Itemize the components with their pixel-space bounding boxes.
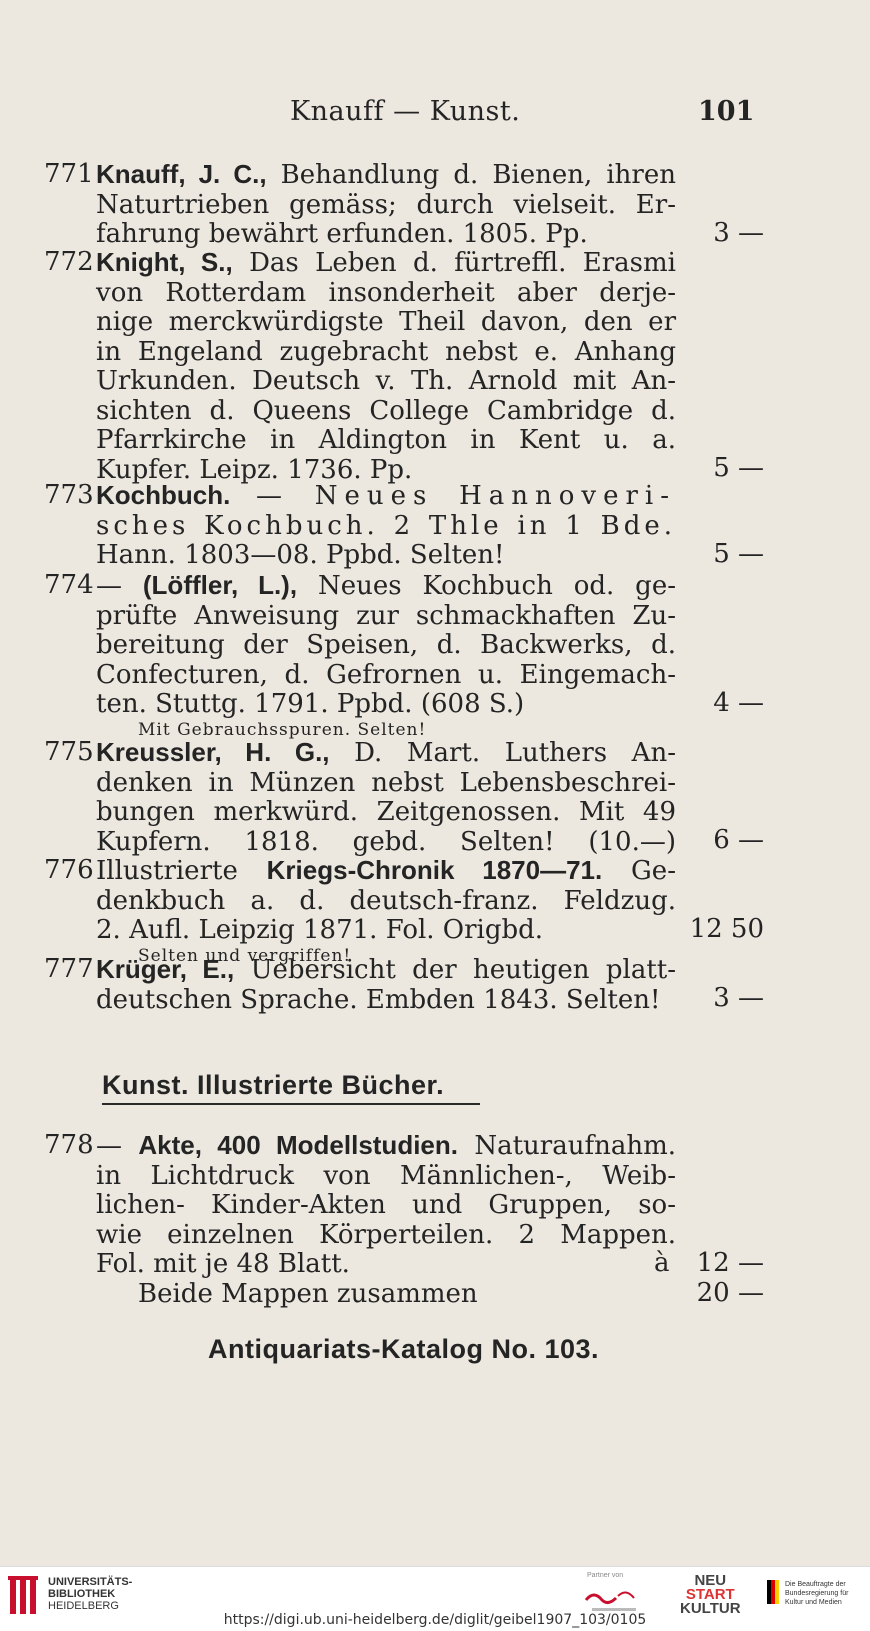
entry-note: Mit Gebrauchsspuren. Selten! — [138, 719, 427, 740]
entry-line: in Engeland zugebracht nebst e. Anhang — [96, 336, 676, 367]
entry-price: 4 — — [713, 688, 764, 718]
entry-line: Naturtrieben gemäss; durch vielseit. Er- — [96, 189, 676, 220]
entry-line: — Akte, 400 Modellstudien. Naturaufnahm. — [96, 1130, 677, 1161]
entry-line: Kupfer. Leipz. 1736. Pp. — [96, 454, 413, 485]
entry-line: 2. Aufl. Leipzig 1871. Fol. Origbd. — [96, 915, 544, 945]
entry-line: Pfarrkirche in Aldington in Kent u. a. — [96, 425, 676, 455]
entry-number: 777 — [44, 954, 94, 984]
entry-author: Knight, S., — [96, 247, 233, 277]
entry-line: Illustrierte Kriegs-Chronik 1870—71. Ge- — [96, 855, 676, 886]
entry-number: 774 — [44, 570, 94, 600]
entry-price: 6 — — [713, 825, 764, 855]
entry-line: ten. Stuttg. 1791. Ppbd. (608 S.) — [96, 689, 525, 719]
entry-line: sches Kochbuch. 2 Thle in 1 Bde. — [96, 510, 676, 541]
entry-line: Kupfern. 1818. gebd. Selten! (10.—) — [96, 826, 676, 857]
entry-note: Selten und vergriffen! — [138, 945, 352, 966]
entry-price: 20 — — [696, 1278, 764, 1308]
neustart-kultur-logo: NEU START KULTUR — [680, 1572, 741, 1617]
entry-price: 12 50 — [689, 914, 764, 944]
entry-line: Knight, S., Das Leben d. fürtreffl. Erasmi — [96, 247, 676, 278]
entry-number: 772 — [44, 247, 94, 277]
entry-line: denkbuch a. d. deutsch-franz. Feldzug. — [96, 885, 676, 916]
entry-line: Kreussler, H. G., D. Mart. Luthers An- — [96, 737, 676, 768]
page-url[interactable]: https://digi.ub.uni-heidelberg.de/diglit/geibel1907_103/0105 — [223, 1612, 647, 1628]
entry-line: nige merckwürdigste Theil davon, den er — [96, 307, 676, 337]
entry-line: lichen- Kinder-Akten und Gruppen, so- — [96, 1190, 676, 1220]
entry-line: fahrung bewährt erfunden. 1805. Pp. — [96, 219, 588, 249]
entry-line: Fol. mit je 48 Blatt. — [96, 1249, 350, 1279]
entry-author: Kriegs-Chronik 1870—71. — [266, 855, 603, 885]
entry-line: von Rotterdam insonderheit aber derje- — [96, 277, 676, 308]
entry-price: 12 — — [696, 1248, 764, 1278]
entry-number: 775 — [44, 737, 94, 767]
entry-line: denken in Münzen nebst Lebensbeschrei- — [96, 767, 676, 798]
entry-author: Akte, 400 Modellstudien. — [138, 1130, 458, 1160]
entry-line: Krüger, E., Uebersicht der heutigen platt- — [96, 954, 676, 985]
entry-number: 771 — [44, 159, 94, 189]
entry-line: prüfte Anweisung zur schmackhaften Zu- — [96, 600, 676, 631]
entry-line: Beide Mappen zusammen — [138, 1278, 478, 1309]
entry-line: bereitung der Speisen, d. Backwerks, d. — [96, 630, 676, 660]
entry-author: Kochbuch. — [96, 480, 231, 510]
entry-line: Kochbuch. — Neues Hannoveri- — [96, 480, 676, 511]
entry-line: deutschen Sprache. Embden 1843. Selten! — [96, 984, 661, 1015]
entry-line: Confecturen, d. Gefrornen u. Eingemach- — [96, 659, 676, 690]
entry-price: 3 — — [713, 983, 764, 1013]
section-title: Kunst. Illustrierte Bücher. — [102, 1070, 480, 1105]
entry-number: 776 — [44, 855, 94, 885]
entry-number: 778 — [44, 1130, 94, 1160]
page-number: 101 — [698, 96, 755, 127]
bkm-label: Die Beauftragte der Bundesregierung für Kultur und Medien — [785, 1581, 849, 1606]
running-head: Knauff — Kunst. — [290, 96, 521, 127]
entry-line: Hann. 1803—08. Ppbd. Selten! — [96, 540, 505, 570]
library-name: UNIVERSITÄTS- BIBLIOTHEK HEIDELBERG — [48, 1576, 133, 1612]
entry-line: Knauff, J. C., Behandlung d. Bienen, ihren — [96, 159, 676, 190]
entry-each-marker: à — [654, 1248, 670, 1278]
entry-line: wie einzelnen Körperteilen. 2 Mappen. — [96, 1219, 676, 1250]
entry-author: Knauff, J. C., — [96, 159, 267, 189]
entry-line: sichten d. Queens College Cambridge d. — [96, 395, 676, 426]
entry-author: Kreussler, H. G., — [96, 737, 330, 767]
entry-line: — (Löffler, L.), Neues Kochbuch od. ge- — [96, 570, 676, 601]
entry-price: 5 — — [713, 539, 764, 569]
entry-author: (Löffler, L.), — [142, 570, 298, 600]
german-flag-icon — [767, 1580, 779, 1604]
entry-number: 773 — [44, 480, 94, 510]
entry-line: in Lichtdruck von Männlichen-, Weib- — [96, 1160, 676, 1191]
entry-author: Krüger, E., — [96, 954, 235, 984]
entry-price: 3 — — [713, 218, 764, 248]
entry-line: Urkunden. Deutsch v. Th. Arnold mit An- — [96, 366, 676, 396]
entry-line: bungen merkwürd. Zeitgenossen. Mit 49 — [96, 797, 676, 827]
partner-label: Partner von — [587, 1572, 624, 1579]
catalog-footer: Antiquariats-Katalog No. 103. — [208, 1334, 600, 1364]
entry-price: 5 — — [713, 453, 764, 483]
